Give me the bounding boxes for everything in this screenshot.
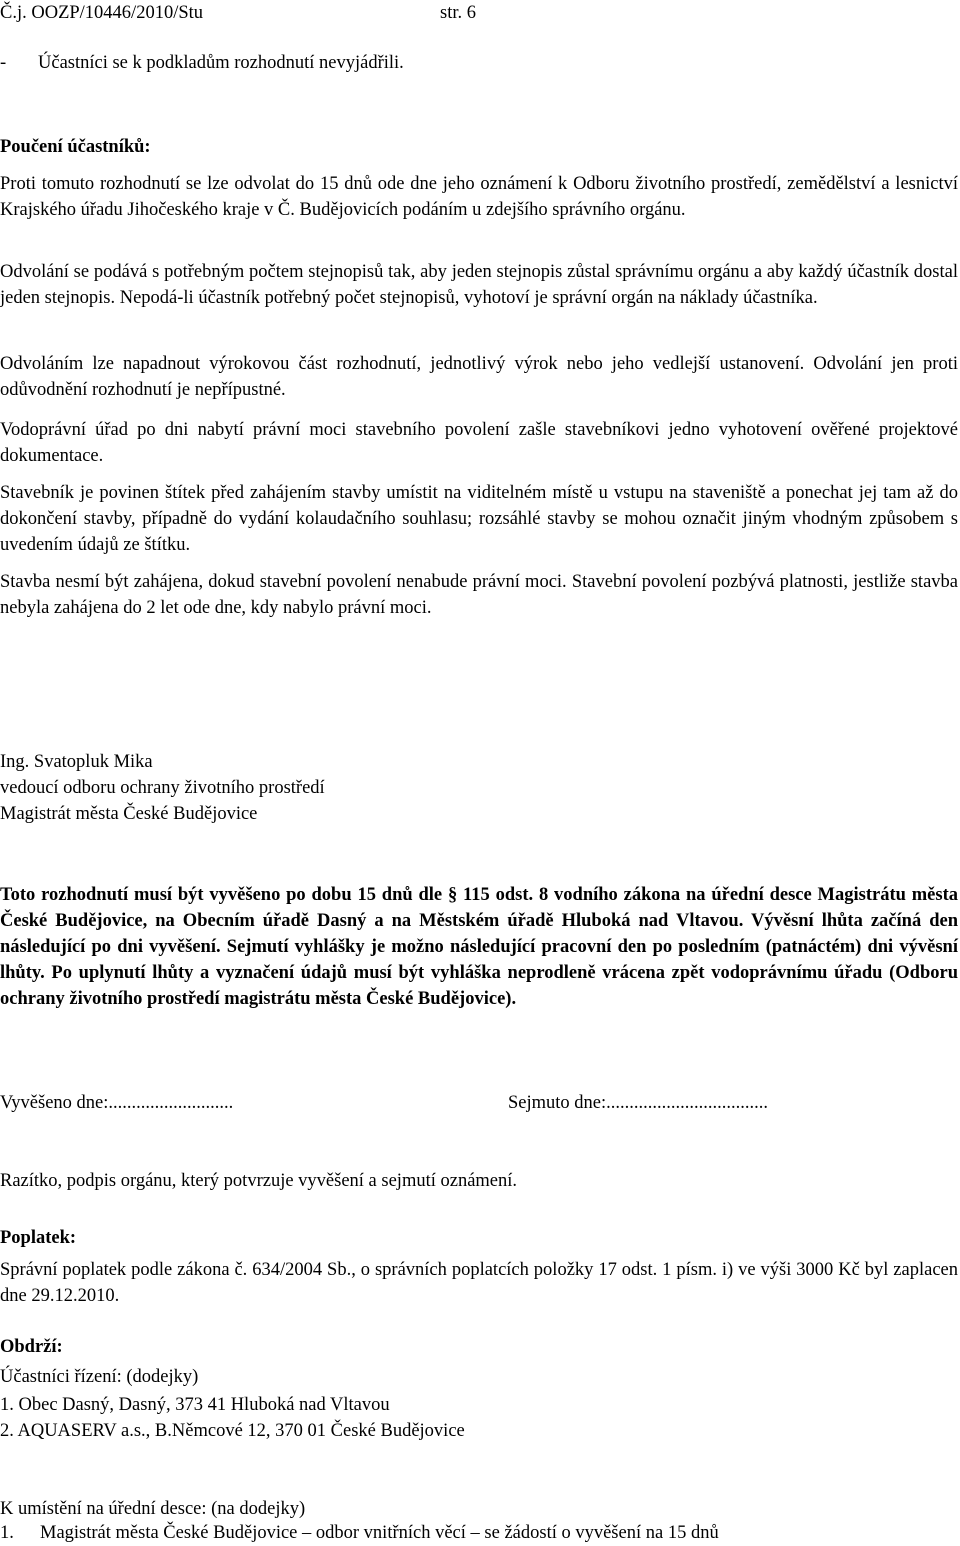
signatory-position: vedoucí odboru ochrany životního prostředí [0,778,325,798]
instructions-heading: Poučení účastníků: [0,137,151,157]
signature-block [0,749,958,827]
copies-paragraph: Odvolání se podává s potřebným počtem stejnopisů tak, aby jeden stejnopis zůstal správnímu orgánu a aby každý účastník dostal jeden stejnopis. Nepodá-li účastník potřebný počet stejnopisů, vyhotoví je správní orgán na náklady účastníka. [0,262,958,308]
signatory-name: Ing. Svatopluk Mika [0,752,153,772]
participants-label: Účastníci řízení: (dodejky) [0,1367,199,1387]
removed-date-field: Sejmuto dne:................................... [508,1093,769,1113]
validity-paragraph: Stavba nesmí být zahájena, dokud stavební povolení nenabude právní moci. Stavební povolení pozbývá platnosti, jestliže stavba nebyla zahájena do 2 let ode dne, kdy nabylo právní moci. [0,572,958,618]
posted-date-field: Vyvěšeno dne:........................... [0,1093,234,1113]
fee-text: Správní poplatek podle zákona č. 634/2004 Sb., o správních poplatcích položky 17 odst. 1 písm. i) ve výši 3000 Kč byl zaplacen dne 29.12.2010. [0,1260,958,1306]
recipients-heading: Obdrží: [0,1337,63,1357]
documentation-paragraph: Vodoprávní úřad po dni nabytí právní moci stavebního povolení zašle stavebníkovi jedno vyhotovení ověřené projektové dokumentace. [0,420,958,466]
signatory-office: Magistrát města České Budějovice [0,804,258,824]
stamp-line: Razítko, podpis orgánu, který potvrzuje vyvěšení a sejmutí oznámení. [0,1171,518,1191]
board-item [0,1520,958,1546]
posting-dates [0,1090,958,1116]
participant-item: 1. Obec Dasný, Dasný, 373 41 Hluboká nad Vltavou [0,1395,390,1415]
appeal-paragraph: Proti tomuto rozhodnutí se lze odvolat do 15 dnů ode dne jeho oznámení k Odboru životního prostředí, zemědělství a lesnictví Krajského úřadu Jihočeského kraje v Č. Budějovicích podáním u zdejšího správního orgánu. [0,174,958,220]
board-item-number: 1. [0,1523,14,1543]
posting-notice [0,882,958,1012]
participant-item: 2. AQUASERV a.s., B.Němcové 12, 370 01 České Budějovice [0,1421,465,1441]
section-symbol: § [447,885,458,905]
board-label: K umístění na úřední desce: (na dodejky) [0,1499,306,1519]
posting-notice-start: Toto rozhodnutí musí být vyvěšeno po dobu 15 dnů dle [0,885,448,905]
appeal-scope-paragraph: Odvoláním lze napadnout výrokovou část rozhodnutí, jednotlivý výrok nebo jeho vedlejší ustanovení. Odvolání jen proti odůvodnění rozhodnutí je nepřípustné. [0,354,958,400]
board-item-text: Magistrát města České Budějovice – odbor vnitřních věcí – se žádostí o vyvěšení na 15 dnů [40,1523,719,1543]
reference-number: Č.j. OOZP/10446/2010/Stu [0,3,204,23]
posting-notice-rest: 115 odst. 8 vodního zákona na úřední desce Magistrátu města České Budějovice, na Obecním úřadě Dasný a na Městském úřadě Hluboká nad Vltavou. Vývěsní lhůta začíná den následující po dni vyvěšení. Sejmutí vyhlášky je možno následující pracovní den po posledním (patnáctém) dni vývěsní lhůty. Po uplynutí lhůty a vyznačení údajů musí být vyhláška neprodleně vrácena zpět vodoprávnímu úřadu (Odboru ochrany životního prostředí magistrátu města České Budějovice). [0,885,958,1009]
page-number: str. 6 [440,3,476,23]
participants-note [0,50,958,76]
fee-heading: Poplatek: [0,1228,77,1248]
note-text: Účastníci se k podkladům rozhodnutí nevyjádřili. [38,53,404,73]
site-sign-paragraph: Stavebník je povinen štítek před zahájením stavby umístit na viditelném místě u vstupu na staveniště a ponechat jej tam až do dokončení stavby, případně do vydání kolaudačního souhlasu; rozsáhlé stavby se mohou označit jiným vhodným způsobem s uvedením údajů ze štítku. [0,483,958,555]
note-dash: - [0,53,7,73]
